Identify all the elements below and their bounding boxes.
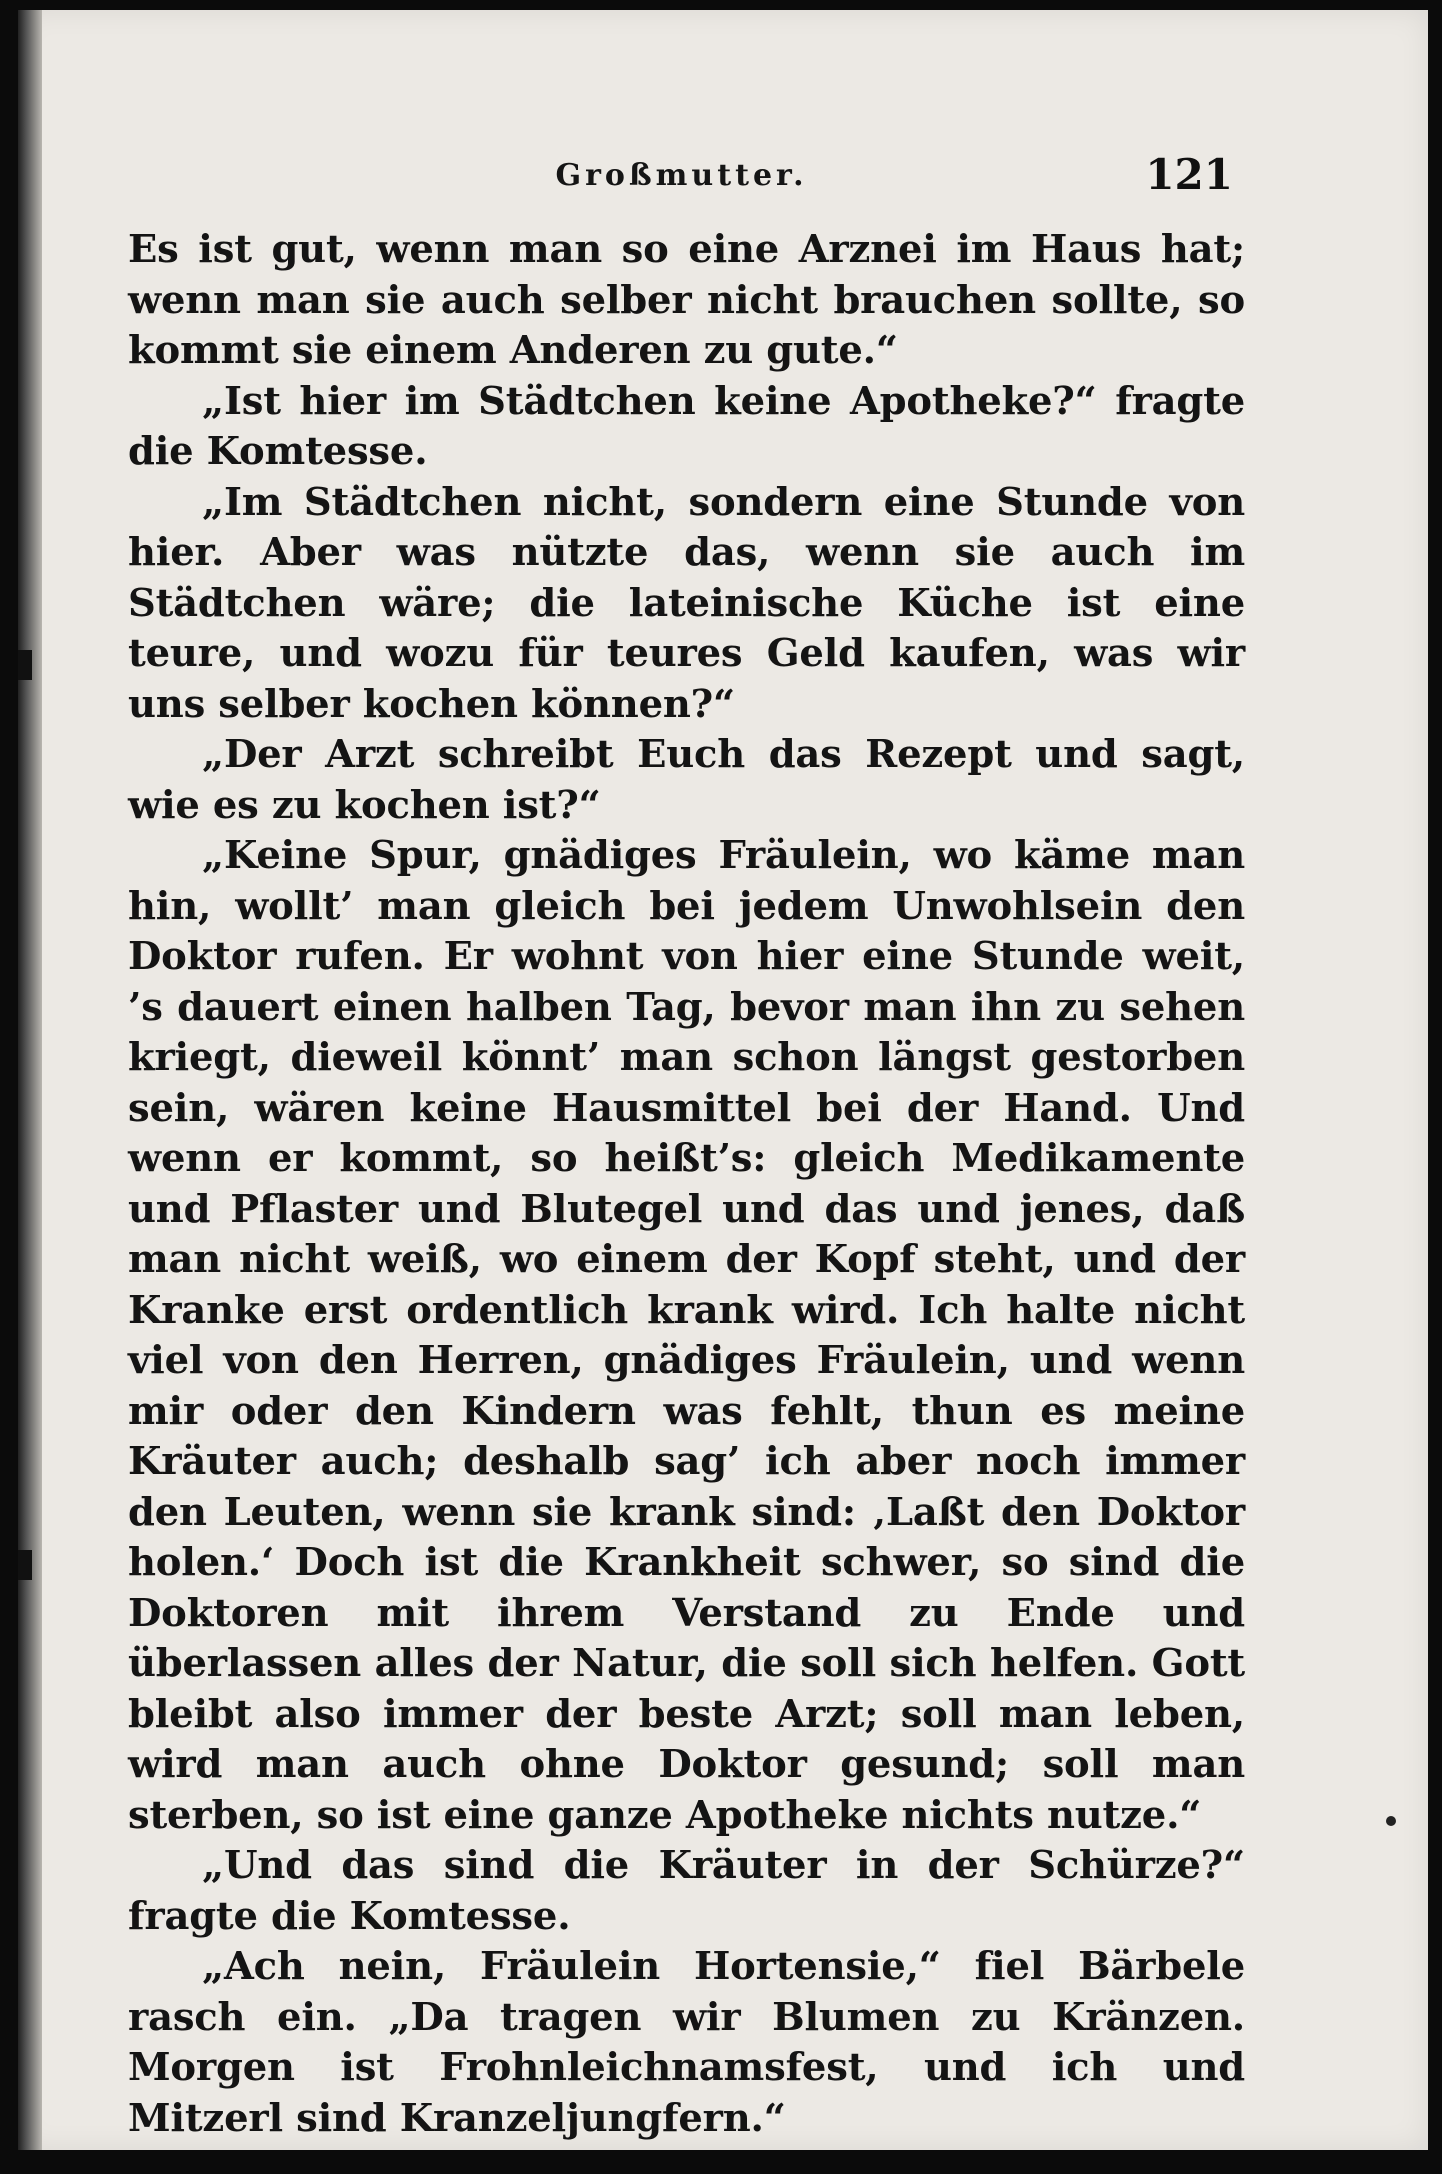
paragraph: „Und das sind die Kräuter in der Schürze?“ fragte die Komtesse. — [128, 1843, 1245, 1939]
paragraph: „Ach nein, Fräulein Hortensie,“ fiel Bärbele rasch ein. „Da tragen wir Blumen zu Kränzen. Morgen ist Frohnleichnamsfest, und ich und Mitzerl sind Kranzeljungfern.“ — [128, 1944, 1245, 2141]
page-number: 121 — [1145, 150, 1233, 199]
page-header — [130, 150, 1233, 210]
edge-mark — [18, 650, 32, 680]
paragraph: Es ist gut, wenn man so eine Arznei im Haus hat; wenn man sie auch selber nicht brauchen sollte, so kommt sie einem Anderen zu gute.“ — [128, 227, 1245, 373]
book-page — [18, 10, 1428, 2150]
paragraph: „Im Städtchen nicht, sondern eine Stunde von hier. Aber was nützte das, wenn sie auch im Städtchen wäre; die lateinische Küche ist eine teure, und wozu für teures Geld kaufen, was wir uns selber kochen können?“ — [128, 479, 1245, 727]
edge-mark — [18, 1550, 32, 1580]
body-text — [128, 225, 1245, 2144]
paragraph: „Ist hier im Städtchen keine Apotheke?“ fragte die Komtesse. — [128, 378, 1245, 474]
paragraph: „Keine Spur, gnädiges Fräulein, wo käme man hin, wollt’ man gleich bei jedem Unwohlsein den Doktor rufen. Er wohnt von hier eine Stunde weit, ’s dauert einen halben Tag, bevor man ihn zu sehen kriegt, dieweil könnt’ man schon längst gestorben sein, wären keine Hausmittel bei der Hand. Und wenn er kommt, so heißt’s: gleich Medikamente und Pflaster und Blutegel und das und jenes, daß man nicht weiß, wo einem der Kopf steht, und der Kranke erst ordentlich krank wird. Ich halte nicht viel von den Herren, gnädiges Fräulein, und wenn mir oder den Kindern was fehlt, thun es meine Kräuter auch; deshalb sag’ ich aber noch immer den Leuten, wenn sie krank sind: ‚Laßt den Doktor holen.‘ Doch ist die Krankheit schwer, so sind die Doktoren mit ihrem Verstand zu Ende und überlassen alles der Natur, die soll sich helfen. Gott bleibt also immer der beste Arzt; soll man leben, wird man auch ohne Doktor gesund; soll man sterben, so ist eine ganze Apotheke nichts nutze.“ — [128, 833, 1245, 1838]
binding-edge — [18, 10, 42, 2150]
paragraph: „Der Arzt schreibt Euch das Rezept und sagt, wie es zu kochen ist?“ — [128, 732, 1245, 828]
ink-speck — [1386, 1816, 1396, 1826]
running-title: Großmutter. — [555, 158, 808, 193]
